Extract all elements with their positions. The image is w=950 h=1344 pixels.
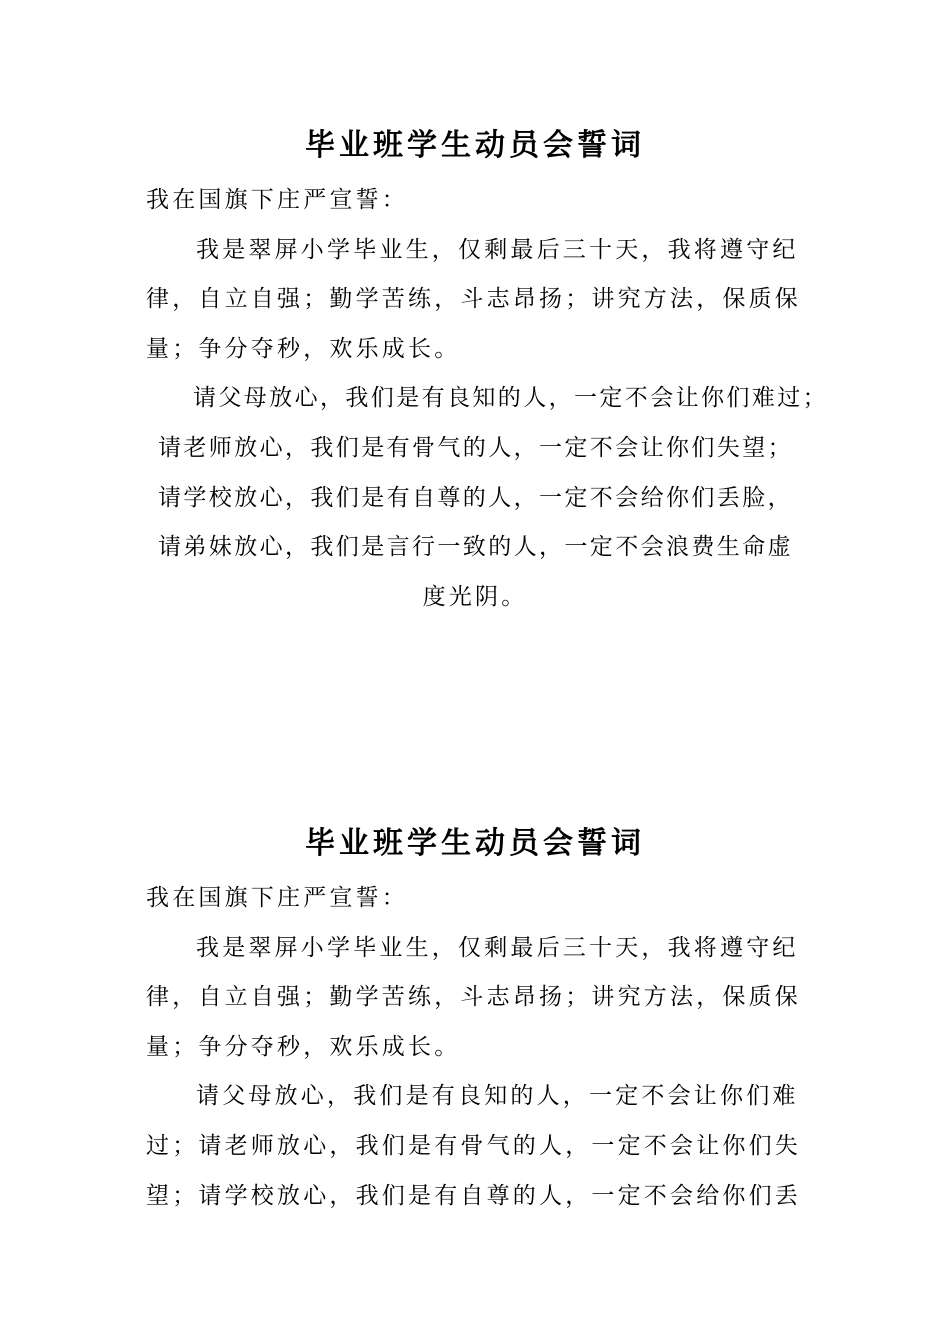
oath-pledge-line: 望；请学校放心，我们是有自尊的人，一定不会给你们丢 — [146, 1183, 801, 1209]
oath-title: 毕业班学生动员会誓词 — [305, 826, 645, 861]
oath-pledge-line: 过；请老师放心，我们是有骨气的人，一定不会让你们失 — [146, 1133, 801, 1159]
oath-paragraph-line: 量；争分夺秒，欢乐成长。 — [146, 1034, 461, 1060]
oath-title: 毕业班学生动员会誓词 — [305, 128, 645, 163]
oath-paragraph-line: 我是翠屏小学毕业生，仅剩最后三十天，我将遵守纪 — [196, 237, 799, 263]
oath-pledge-line: 请老师放心，我们是有骨气的人，一定不会让你们失望； — [158, 435, 793, 461]
oath-pledge-line: 请学校放心，我们是有自尊的人，一定不会给你们丢脸， — [158, 485, 793, 511]
oath-intro: 我在国旗下庄严宣誓： — [146, 187, 408, 213]
oath-paragraph-line: 律，自立自强；勤学苦练，斗志昂扬；讲究方法，保质保 — [146, 984, 801, 1010]
oath-paragraph-line: 律，自立自强；勤学苦练，斗志昂扬；讲究方法，保质保 — [146, 286, 801, 312]
oath-paragraph-line: 我是翠屏小学毕业生，仅剩最后三十天，我将遵守纪 — [196, 935, 799, 961]
oath-pledge-line: 度光阴。 — [422, 584, 528, 610]
oath-pledge-line: 请父母放心，我们是有良知的人，一定不会让你们难 — [196, 1083, 799, 1109]
oath-paragraph-line: 量；争分夺秒，欢乐成长。 — [146, 336, 461, 362]
oath-pledge-line: 请弟妹放心，我们是言行一致的人，一定不会浪费生命虚 — [158, 534, 793, 560]
oath-pledge-line: 请父母放心，我们是有良知的人，一定不会让你们难过； — [193, 385, 828, 411]
oath-intro: 我在国旗下庄严宣誓： — [146, 885, 408, 911]
